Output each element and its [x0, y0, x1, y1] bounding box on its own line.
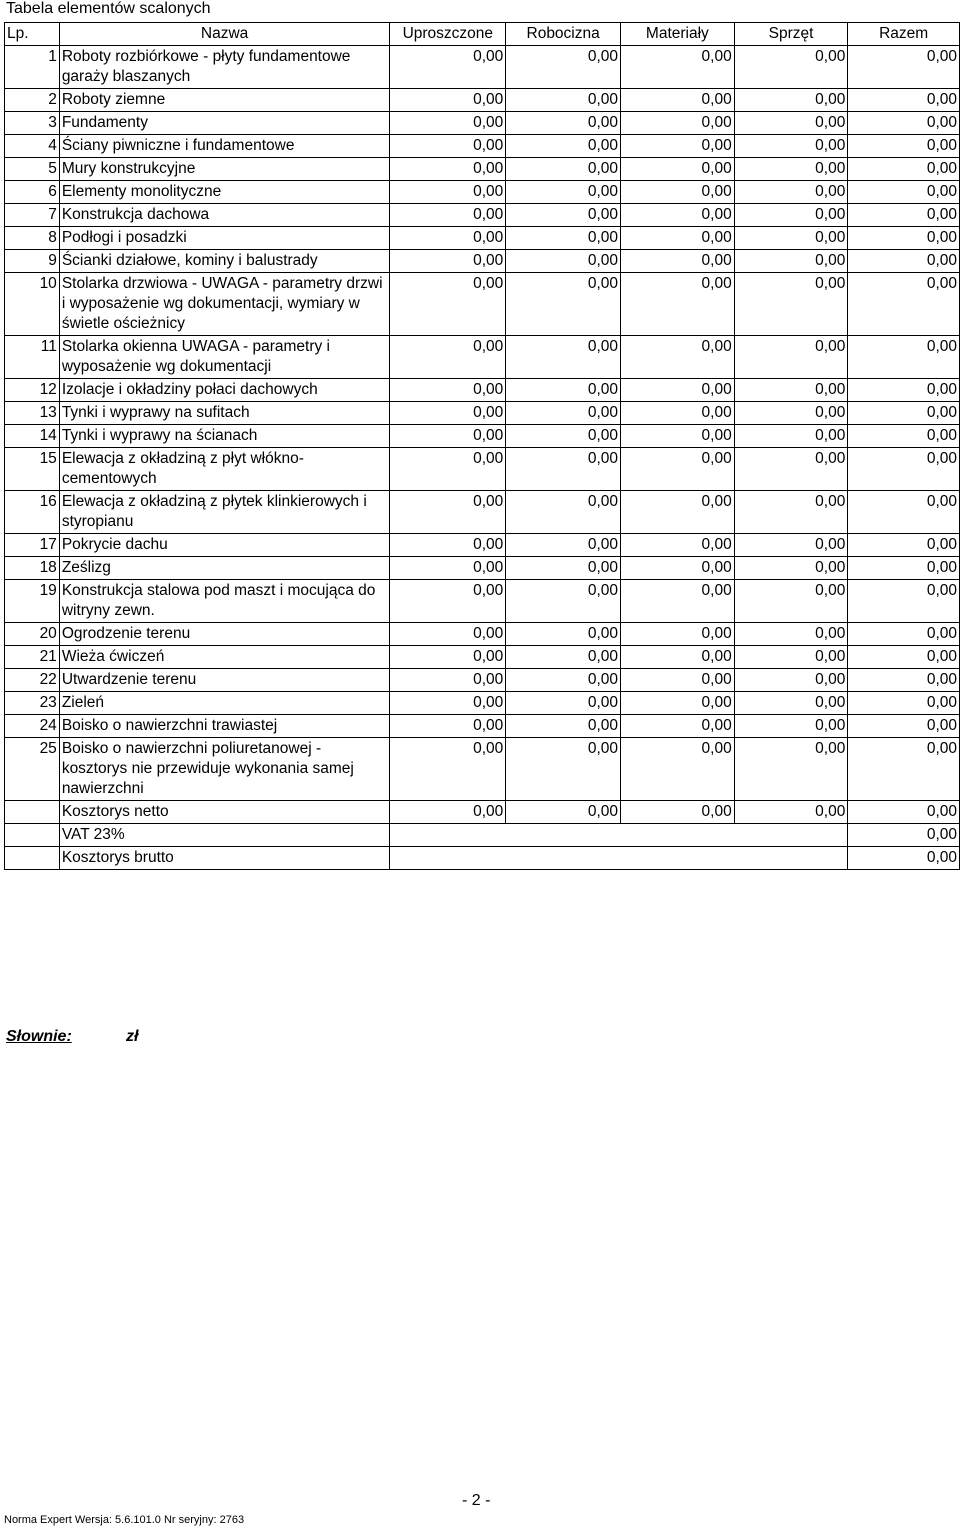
table-row	[5, 448, 960, 491]
row-materialy: 0,00	[621, 646, 735, 669]
summary-body	[5, 801, 960, 870]
table-row	[5, 669, 960, 692]
row-materialy: 0,00	[621, 204, 735, 227]
row-sprzet: 0,00	[734, 336, 848, 379]
summary-netto-label: Kosztorys netto	[59, 801, 390, 824]
row-lp: 23	[5, 692, 60, 715]
row-uproszczone: 0,00	[390, 402, 506, 425]
summary-vat-label: VAT 23%	[59, 824, 390, 847]
row-name: Boisko o nawierzchni trawiastej	[59, 715, 390, 738]
row-uproszczone: 0,00	[390, 425, 506, 448]
row-materialy: 0,00	[621, 623, 735, 646]
row-sprzet: 0,00	[734, 250, 848, 273]
row-razem: 0,00	[848, 623, 960, 646]
table-row	[5, 273, 960, 336]
row-sprzet: 0,00	[734, 379, 848, 402]
row-sprzet: 0,00	[734, 491, 848, 534]
summary-vat-empty	[390, 824, 848, 847]
table-body	[5, 46, 960, 801]
header-uproszczone: Uproszczone	[390, 23, 506, 46]
row-lp: 21	[5, 646, 60, 669]
row-lp: 25	[5, 738, 60, 801]
row-razem: 0,00	[848, 273, 960, 336]
row-materialy: 0,00	[621, 158, 735, 181]
row-name: Konstrukcja dachowa	[59, 204, 390, 227]
row-uproszczone: 0,00	[390, 158, 506, 181]
row-robocizna: 0,00	[506, 250, 621, 273]
summary-spacer	[5, 801, 60, 824]
row-sprzet: 0,00	[734, 181, 848, 204]
row-materialy: 0,00	[621, 250, 735, 273]
row-robocizna: 0,00	[506, 273, 621, 336]
row-sprzet: 0,00	[734, 46, 848, 89]
row-name: Konstrukcja stalowa pod maszt i mocująca do witryny zewn.	[59, 580, 390, 623]
row-name: Elewacja z okładziną z płytek klinkierowych i styropianu	[59, 491, 390, 534]
row-robocizna: 0,00	[506, 336, 621, 379]
row-robocizna: 0,00	[506, 715, 621, 738]
row-uproszczone: 0,00	[390, 623, 506, 646]
row-name: Roboty rozbiórkowe - płyty fundamentowe garaży blaszanych	[59, 46, 390, 89]
row-uproszczone: 0,00	[390, 46, 506, 89]
row-lp: 16	[5, 491, 60, 534]
row-materialy: 0,00	[621, 336, 735, 379]
row-razem: 0,00	[848, 692, 960, 715]
row-robocizna: 0,00	[506, 738, 621, 801]
table-row	[5, 692, 960, 715]
row-uproszczone: 0,00	[390, 534, 506, 557]
row-razem: 0,00	[848, 402, 960, 425]
row-materialy: 0,00	[621, 557, 735, 580]
row-sprzet: 0,00	[734, 715, 848, 738]
row-razem: 0,00	[848, 580, 960, 623]
row-robocizna: 0,00	[506, 580, 621, 623]
table-row	[5, 204, 960, 227]
row-uproszczone: 0,00	[390, 135, 506, 158]
table-row	[5, 250, 960, 273]
row-razem: 0,00	[848, 425, 960, 448]
row-lp: 6	[5, 181, 60, 204]
row-sprzet: 0,00	[734, 227, 848, 250]
summary-brutto-row	[5, 847, 960, 870]
row-materialy: 0,00	[621, 273, 735, 336]
row-sprzet: 0,00	[734, 112, 848, 135]
row-robocizna: 0,00	[506, 204, 621, 227]
row-uproszczone: 0,00	[390, 204, 506, 227]
summary-spacer	[5, 824, 60, 847]
row-robocizna: 0,00	[506, 669, 621, 692]
row-razem: 0,00	[848, 204, 960, 227]
summary-vat-razem: 0,00	[848, 824, 960, 847]
row-lp: 20	[5, 623, 60, 646]
row-lp: 10	[5, 273, 60, 336]
row-robocizna: 0,00	[506, 158, 621, 181]
row-sprzet: 0,00	[734, 158, 848, 181]
table-row	[5, 181, 960, 204]
row-razem: 0,00	[848, 250, 960, 273]
row-name: Mury konstrukcyjne	[59, 158, 390, 181]
row-materialy: 0,00	[621, 89, 735, 112]
row-sprzet: 0,00	[734, 135, 848, 158]
summary-brutto-empty	[390, 847, 848, 870]
row-materialy: 0,00	[621, 379, 735, 402]
table-row	[5, 738, 960, 801]
row-razem: 0,00	[848, 738, 960, 801]
table-row	[5, 158, 960, 181]
row-lp: 1	[5, 46, 60, 89]
row-name: Wieża ćwiczeń	[59, 646, 390, 669]
elements-table	[4, 22, 960, 870]
summary-netto-row	[5, 801, 960, 824]
row-sprzet: 0,00	[734, 402, 848, 425]
row-name: Stolarka drzwiowa - UWAGA - parametry drzwi i wyposażenie wg dokumentacji, wymiary w świetle ościeżnicy	[59, 273, 390, 336]
table-row	[5, 491, 960, 534]
row-razem: 0,00	[848, 336, 960, 379]
row-razem: 0,00	[848, 646, 960, 669]
row-lp: 3	[5, 112, 60, 135]
row-lp: 7	[5, 204, 60, 227]
row-uproszczone: 0,00	[390, 715, 506, 738]
row-robocizna: 0,00	[506, 402, 621, 425]
table-row	[5, 336, 960, 379]
summary-netto-uproszczone: 0,00	[390, 801, 506, 824]
header-nazwa: Nazwa	[59, 23, 390, 46]
summary-brutto-razem: 0,00	[848, 847, 960, 870]
row-lp: 24	[5, 715, 60, 738]
row-razem: 0,00	[848, 46, 960, 89]
row-name: Stolarka okienna UWAGA - parametry i wyposażenie wg dokumentacji	[59, 336, 390, 379]
row-razem: 0,00	[848, 448, 960, 491]
summary-brutto-label: Kosztorys brutto	[59, 847, 390, 870]
row-sprzet: 0,00	[734, 738, 848, 801]
row-robocizna: 0,00	[506, 181, 621, 204]
row-name: Elementy monolityczne	[59, 181, 390, 204]
row-robocizna: 0,00	[506, 448, 621, 491]
row-razem: 0,00	[848, 135, 960, 158]
row-robocizna: 0,00	[506, 623, 621, 646]
row-razem: 0,00	[848, 89, 960, 112]
header-robocizna: Robocizna	[506, 23, 621, 46]
header-materialy: Materiały	[621, 23, 735, 46]
software-footer: Norma Expert Wersja: 5.6.101.0 Nr seryjny: 2763	[4, 1514, 245, 1526]
row-razem: 0,00	[848, 112, 960, 135]
row-uproszczone: 0,00	[390, 557, 506, 580]
row-lp: 2	[5, 89, 60, 112]
row-name: Podłogi i posadzki	[59, 227, 390, 250]
table-row	[5, 379, 960, 402]
summary-netto-razem: 0,00	[848, 801, 960, 824]
row-materialy: 0,00	[621, 46, 735, 89]
summary-netto-robocizna: 0,00	[506, 801, 621, 824]
row-uproszczone: 0,00	[390, 491, 506, 534]
row-uproszczone: 0,00	[390, 250, 506, 273]
row-materialy: 0,00	[621, 112, 735, 135]
table-row	[5, 715, 960, 738]
row-materialy: 0,00	[621, 227, 735, 250]
header-sprzet: Sprzęt	[734, 23, 848, 46]
row-razem: 0,00	[848, 181, 960, 204]
row-uproszczone: 0,00	[390, 273, 506, 336]
row-uproszczone: 0,00	[390, 448, 506, 491]
row-materialy: 0,00	[621, 425, 735, 448]
row-razem: 0,00	[848, 557, 960, 580]
row-uproszczone: 0,00	[390, 181, 506, 204]
table-row	[5, 112, 960, 135]
row-materialy: 0,00	[621, 534, 735, 557]
row-name: Ścianki działowe, kominy i balustrady	[59, 250, 390, 273]
row-razem: 0,00	[848, 227, 960, 250]
row-uproszczone: 0,00	[390, 112, 506, 135]
table-row	[5, 227, 960, 250]
row-lp: 15	[5, 448, 60, 491]
row-materialy: 0,00	[621, 715, 735, 738]
row-razem: 0,00	[848, 158, 960, 181]
row-materialy: 0,00	[621, 669, 735, 692]
header-razem: Razem	[848, 23, 960, 46]
row-lp: 17	[5, 534, 60, 557]
row-name: Boisko o nawierzchni poliuretanowej - kosztorys nie przewiduje wykonania samej nawierzchni	[59, 738, 390, 801]
table-row	[5, 534, 960, 557]
row-robocizna: 0,00	[506, 646, 621, 669]
row-lp: 18	[5, 557, 60, 580]
row-materialy: 0,00	[621, 135, 735, 158]
header-lp: Lp.	[5, 23, 60, 46]
row-sprzet: 0,00	[734, 557, 848, 580]
row-uproszczone: 0,00	[390, 580, 506, 623]
row-name: Pokrycie dachu	[59, 534, 390, 557]
row-robocizna: 0,00	[506, 557, 621, 580]
row-materialy: 0,00	[621, 402, 735, 425]
table-row	[5, 46, 960, 89]
row-sprzet: 0,00	[734, 692, 848, 715]
row-robocizna: 0,00	[506, 112, 621, 135]
row-name: Ogrodzenie terenu	[59, 623, 390, 646]
row-uproszczone: 0,00	[390, 692, 506, 715]
row-razem: 0,00	[848, 669, 960, 692]
row-robocizna: 0,00	[506, 491, 621, 534]
row-sprzet: 0,00	[734, 669, 848, 692]
row-sprzet: 0,00	[734, 273, 848, 336]
row-name: Ześlizg	[59, 557, 390, 580]
row-lp: 8	[5, 227, 60, 250]
page-number: - 2 -	[462, 1492, 491, 1509]
row-robocizna: 0,00	[506, 135, 621, 158]
row-name: Zieleń	[59, 692, 390, 715]
summary-netto-materialy: 0,00	[621, 801, 735, 824]
row-robocizna: 0,00	[506, 425, 621, 448]
row-sprzet: 0,00	[734, 89, 848, 112]
row-razem: 0,00	[848, 715, 960, 738]
row-materialy: 0,00	[621, 738, 735, 801]
row-sprzet: 0,00	[734, 646, 848, 669]
row-lp: 14	[5, 425, 60, 448]
row-name: Tynki i wyprawy na ścianach	[59, 425, 390, 448]
row-uproszczone: 0,00	[390, 379, 506, 402]
table-row	[5, 402, 960, 425]
row-sprzet: 0,00	[734, 204, 848, 227]
row-razem: 0,00	[848, 379, 960, 402]
row-name: Elewacja z okładziną z płyt włókno-cementowych	[59, 448, 390, 491]
currency-label: zł	[126, 1028, 139, 1045]
row-lp: 12	[5, 379, 60, 402]
table-row	[5, 425, 960, 448]
table-header-row	[5, 23, 960, 46]
amount-in-words	[6, 1028, 139, 1046]
page-title: Tabela elementów scalonych	[6, 0, 211, 17]
row-robocizna: 0,00	[506, 692, 621, 715]
row-uproszczone: 0,00	[390, 738, 506, 801]
table-row	[5, 557, 960, 580]
row-materialy: 0,00	[621, 692, 735, 715]
row-materialy: 0,00	[621, 448, 735, 491]
row-uproszczone: 0,00	[390, 646, 506, 669]
table-row	[5, 623, 960, 646]
row-sprzet: 0,00	[734, 580, 848, 623]
row-name: Izolacje i okładziny połaci dachowych	[59, 379, 390, 402]
row-robocizna: 0,00	[506, 379, 621, 402]
row-robocizna: 0,00	[506, 534, 621, 557]
row-name: Tynki i wyprawy na sufitach	[59, 402, 390, 425]
row-sprzet: 0,00	[734, 534, 848, 557]
row-sprzet: 0,00	[734, 448, 848, 491]
row-name: Roboty ziemne	[59, 89, 390, 112]
row-razem: 0,00	[848, 534, 960, 557]
row-razem: 0,00	[848, 491, 960, 534]
table-row	[5, 580, 960, 623]
row-lp: 9	[5, 250, 60, 273]
row-materialy: 0,00	[621, 491, 735, 534]
table-row	[5, 646, 960, 669]
row-lp: 11	[5, 336, 60, 379]
summary-spacer	[5, 847, 60, 870]
row-lp: 4	[5, 135, 60, 158]
row-lp: 22	[5, 669, 60, 692]
amount-in-words-label: Słownie:	[6, 1028, 72, 1045]
row-name: Fundamenty	[59, 112, 390, 135]
row-sprzet: 0,00	[734, 425, 848, 448]
row-lp: 13	[5, 402, 60, 425]
row-robocizna: 0,00	[506, 46, 621, 89]
table-row	[5, 89, 960, 112]
row-sprzet: 0,00	[734, 623, 848, 646]
summary-netto-sprzet: 0,00	[734, 801, 848, 824]
row-lp: 19	[5, 580, 60, 623]
row-uproszczone: 0,00	[390, 227, 506, 250]
row-materialy: 0,00	[621, 181, 735, 204]
row-robocizna: 0,00	[506, 89, 621, 112]
table-row	[5, 135, 960, 158]
row-uproszczone: 0,00	[390, 336, 506, 379]
row-name: Utwardzenie terenu	[59, 669, 390, 692]
row-lp: 5	[5, 158, 60, 181]
row-materialy: 0,00	[621, 580, 735, 623]
row-uproszczone: 0,00	[390, 89, 506, 112]
row-name: Ściany piwniczne i fundamentowe	[59, 135, 390, 158]
summary-vat-row	[5, 824, 960, 847]
row-uproszczone: 0,00	[390, 669, 506, 692]
row-robocizna: 0,00	[506, 227, 621, 250]
